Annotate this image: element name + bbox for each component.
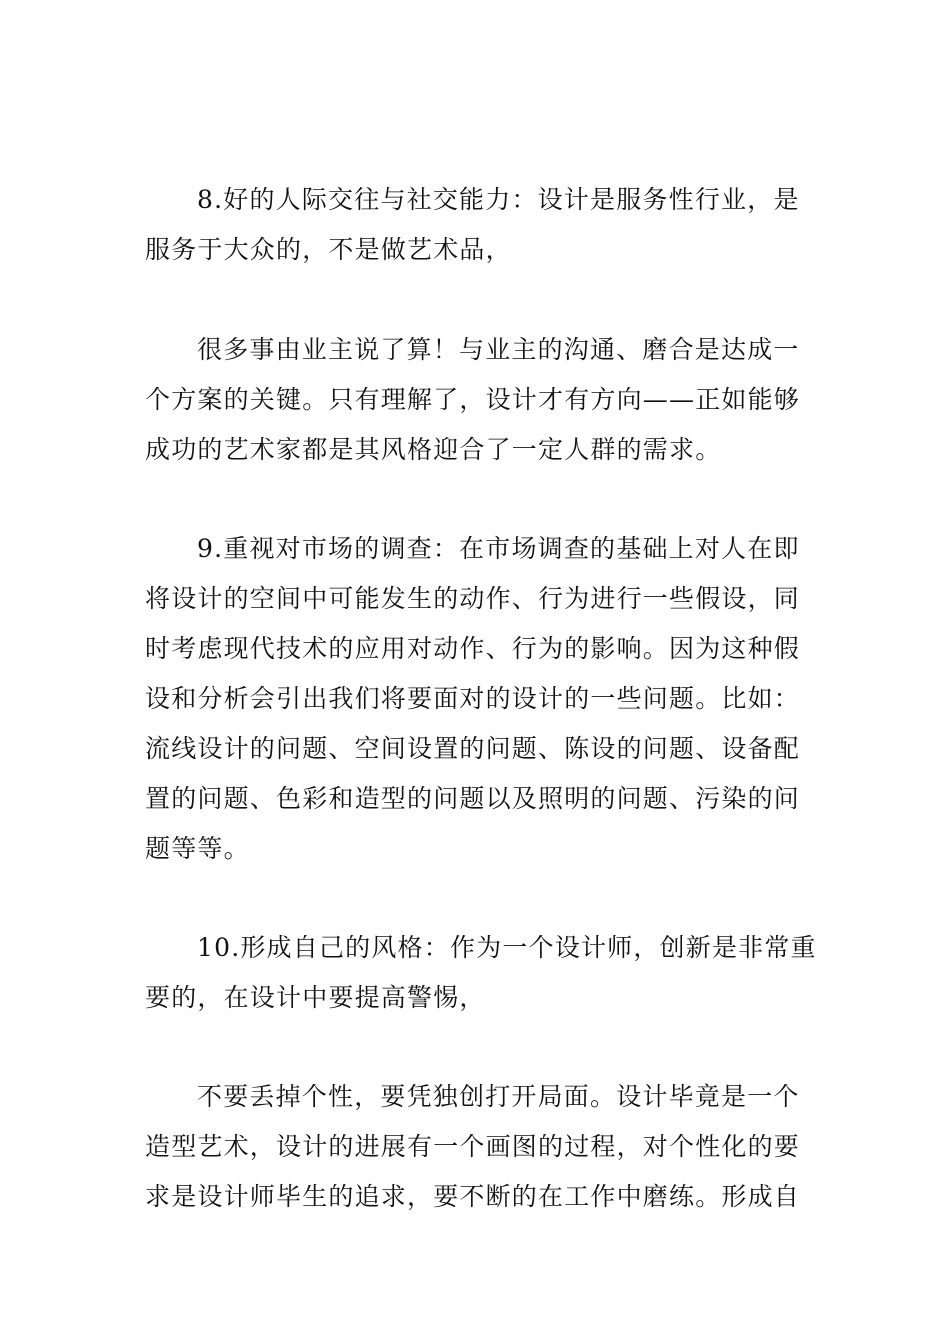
paragraph-line: 将设计的空间中可能发生的动作、行为进行一些假设，同	[145, 584, 801, 613]
paragraph-line: 时考虑现代技术的应用对动作、行为的影响。因为这种假	[145, 634, 801, 663]
paragraph-line: 8.好的人际交往与社交能力：设计是服务性行业，是	[197, 185, 800, 214]
paragraph-line: 10.形成自己的风格：作为一个设计师，创新是非常重	[197, 933, 817, 962]
paragraph-line: 置的问题、色彩和造型的问题以及照明的问题、污染的问	[145, 784, 801, 813]
paragraph-line: 设和分析会引出我们将要面对的设计的一些问题。比如：	[145, 684, 801, 713]
paragraph-line: 很多事由业主说了算！与业主的沟通、磨合是达成一	[197, 335, 800, 364]
paragraph-line: 要的，在设计中要提高警惕，	[145, 983, 486, 1012]
paragraph-line: 9.重视对市场的调查：在市场调查的基础上对人在即	[197, 534, 800, 563]
paragraph-line: 求是设计师毕生的追求，要不断的在工作中磨练。形成自	[145, 1182, 801, 1211]
paragraph-line: 流线设计的问题、空间设置的问题、陈设的问题、设备配	[145, 734, 801, 763]
paragraph-line: 个方案的关键。只有理解了，设计才有方向——正如能够	[145, 385, 801, 414]
paragraph-line: 造型艺术，设计的进展有一个画图的过程，对个性化的要	[145, 1132, 801, 1161]
paragraph-line: 成功的艺术家都是其风格迎合了一定人群的需求。	[145, 435, 722, 464]
paragraph-line: 题等等。	[145, 834, 250, 863]
paragraph-line: 不要丢掉个性，要凭独创打开局面。设计毕竟是一个	[197, 1082, 800, 1111]
paragraph-line: 服务于大众的，不是做艺术品，	[145, 235, 512, 264]
